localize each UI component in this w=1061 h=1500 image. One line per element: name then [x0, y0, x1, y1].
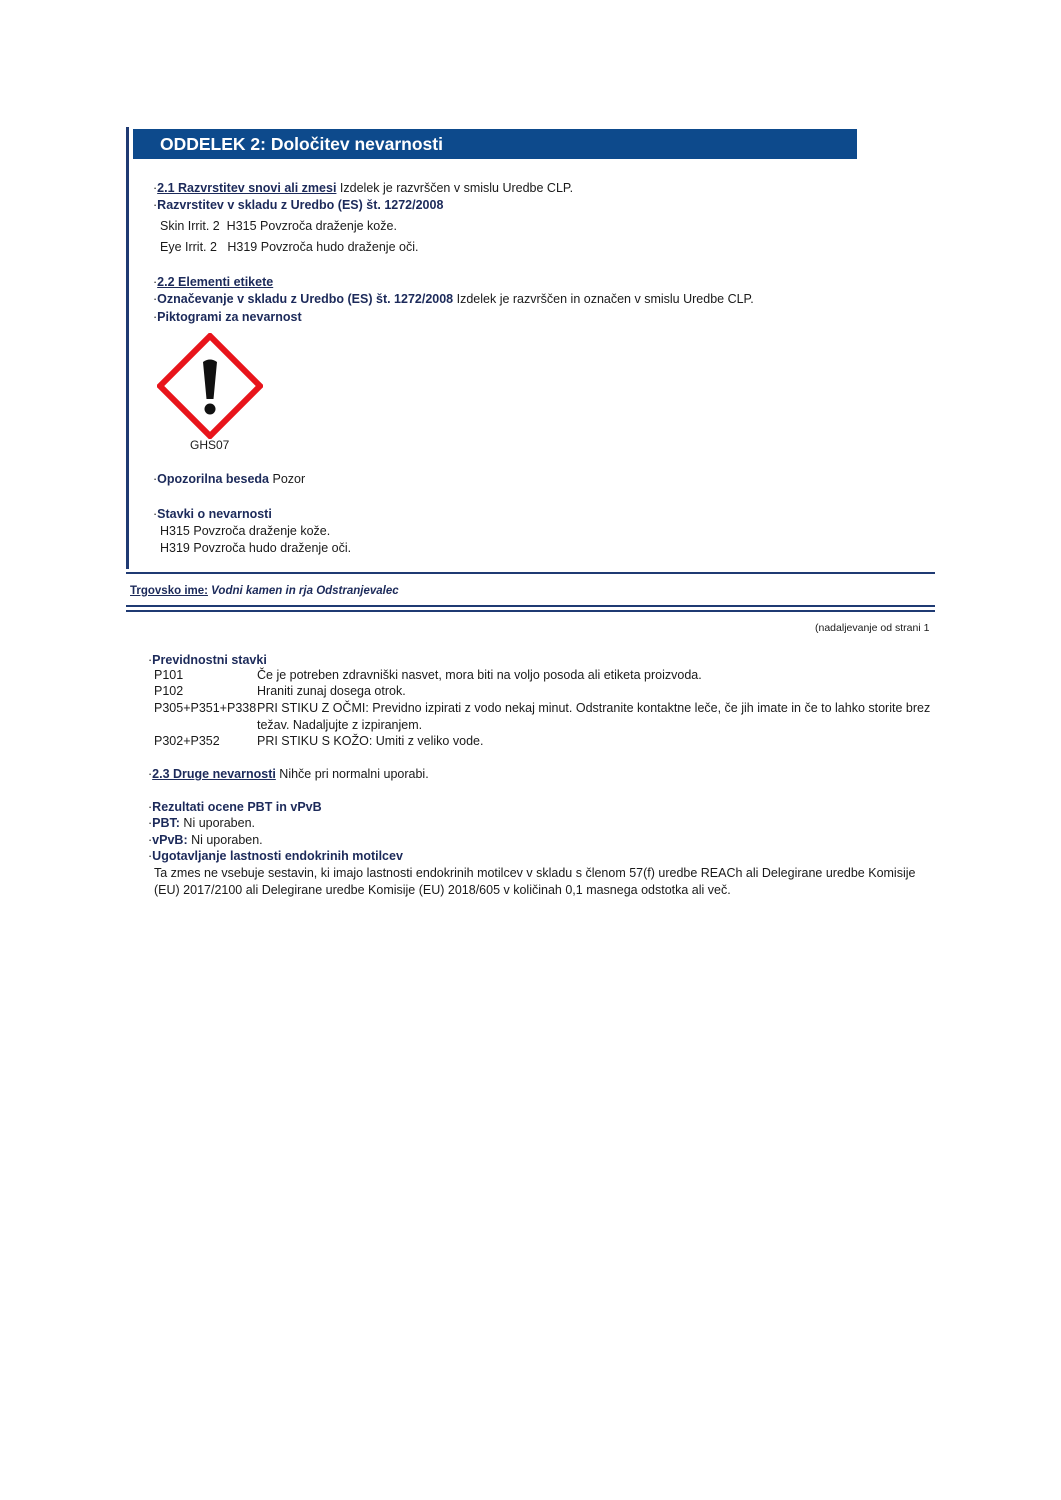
- continuation-note: (nadaljevanje od strani 1: [815, 622, 930, 634]
- page-break-rule: [126, 610, 935, 612]
- labelling-label: Označevanje v skladu z Uredbo (ES) št. 1272/2008: [157, 292, 454, 306]
- precautionary-item: [154, 700, 934, 734]
- label-elements-heading-label: 2.2 Elementi etikete: [157, 275, 274, 289]
- hazard-statement: H319 Povzroča hudo draženje oči.: [160, 541, 352, 555]
- precautionary-item: [154, 733, 934, 750]
- signal-word-value: Pozor: [269, 472, 306, 486]
- label-elements-heading: ·2.2 Elementi etikete: [153, 275, 274, 289]
- classification-item: Skin Irrit. 2 H315 Povzroča draženje kože.: [160, 219, 397, 233]
- other-hazards-row: ·2.3 Druge nevarnosti Nihče pri normalni uporabi.: [148, 767, 429, 781]
- trade-name-label: Trgovsko ime:: [130, 585, 208, 597]
- precautionary-code: P102: [154, 684, 184, 698]
- precautionary-item: [154, 667, 934, 684]
- footer-top-rule: [126, 572, 935, 574]
- pictogram-code: GHS07: [190, 438, 230, 452]
- pictograms-label: Piktogrami za nevarnost: [157, 310, 302, 324]
- endocrine-row: ·Ugotavljanje lastnosti endokrinih motilcev: [148, 849, 403, 863]
- endocrine-text: Ta zmes ne vsebuje sestavin, ki imajo lastnosti endokrinih motilcev v skladu s členom 57(f) uredbe REACh ali Delegirane uredbe Komisije (EU) 2017/2100 ali Delegirane uredbe Komisije (EU) 2018/605 v količinah 0,1 masnega odstotka ali več.: [154, 866, 916, 897]
- section-header: [133, 129, 857, 159]
- hazard-statement: H315 Povzroča draženje kože.: [160, 524, 331, 538]
- precautionary-heading: ·Previdnostni stavki: [148, 653, 267, 667]
- pbt-value: Ni uporaben.: [179, 816, 256, 830]
- pbt-results-row: ·Rezultati ocene PBT in vPvB: [148, 800, 322, 814]
- pbt-label: PBT:: [152, 816, 180, 830]
- precautionary-text: PRI STIKU S KOŽO: Umiti z veliko vode.: [257, 734, 484, 748]
- regulation-row: ·Razvrstitev v skladu z Uredbo (ES) št. 1272/2008: [153, 198, 444, 212]
- vpvb-value: Ni uporaben.: [187, 833, 263, 847]
- precautionary-label: Previdnostni stavki: [152, 653, 267, 667]
- vpvb-row: ·vPvB: Ni uporaben.: [148, 833, 263, 847]
- hazard-statements-row: ·Stavki o nevarnosti: [153, 507, 272, 521]
- vpvb-label: vPvB:: [152, 833, 188, 847]
- page-break-rule: [126, 605, 935, 607]
- trade-name-value: Vodni kamen in rja Odstranjevalec: [211, 585, 399, 597]
- exclamation-mark-icon: [157, 333, 263, 439]
- regulation-label: Razvrstitev v skladu z Uredbo (ES) št. 1272/2008: [157, 198, 444, 212]
- pbt-results-label: Rezultati ocene PBT in vPvB: [152, 800, 322, 814]
- labelling-text: Izdelek je razvrščen in označen v smislu Uredbe CLP.: [453, 292, 754, 306]
- precautionary-code: P302+P352: [154, 734, 220, 748]
- signal-word-label: Opozorilna beseda: [157, 472, 270, 486]
- precautionary-text: PRI STIKU Z OČMI: Previdno izpirati z vodo nekaj minut. Odstranite kontaktne leče, če jih imate in če to lahko storite brez težav. Nadaljujte z izpiranjem.: [257, 701, 931, 732]
- precautionary-code: P101: [154, 668, 184, 682]
- classification-heading-label: 2.1 Razvrstitev snovi ali zmesi: [157, 181, 337, 195]
- section-left-bar: [126, 127, 129, 569]
- labelling-row: ·Označevanje v skladu z Uredbo (ES) št. 1272/2008 Izdelek je razvrščen in označen v smislu Uredbe CLP.: [153, 292, 754, 306]
- hazard-statements-label: Stavki o nevarnosti: [157, 507, 272, 521]
- precautionary-item: [154, 683, 934, 700]
- pbt-row: ·PBT: Ni uporaben.: [148, 816, 256, 830]
- trade-name: [130, 583, 399, 600]
- other-hazards-text: Nihče pri normalni uporabi.: [275, 767, 429, 781]
- section-title: ODDELEK 2: Določitev nevarnosti: [160, 134, 443, 154]
- precautionary-code: P305+P351+P338: [154, 701, 257, 715]
- classification-item: Eye Irrit. 2 H319 Povzroča hudo draženje oči.: [160, 240, 419, 254]
- endocrine-label: Ugotavljanje lastnosti endokrinih motilcev: [152, 849, 403, 863]
- signal-word-row: ·Opozorilna beseda Pozor: [153, 472, 306, 486]
- classification-heading: ·2.1 Razvrstitev snovi ali zmesi Izdelek je razvrščen v smislu Uredbe CLP.: [153, 181, 574, 195]
- precautionary-text: Če je potreben zdravniški nasvet, mora biti na voljo posoda ali etiketa proizvoda.: [257, 668, 702, 682]
- other-hazards-label: 2.3 Druge nevarnosti: [152, 767, 276, 781]
- classification-heading-text: Izdelek je razvrščen v smislu Uredbe CLP.: [336, 181, 574, 195]
- pictograms-row: ·Piktogrami za nevarnost: [153, 310, 302, 324]
- precautionary-text: Hraniti zunaj dosega otrok.: [257, 684, 406, 698]
